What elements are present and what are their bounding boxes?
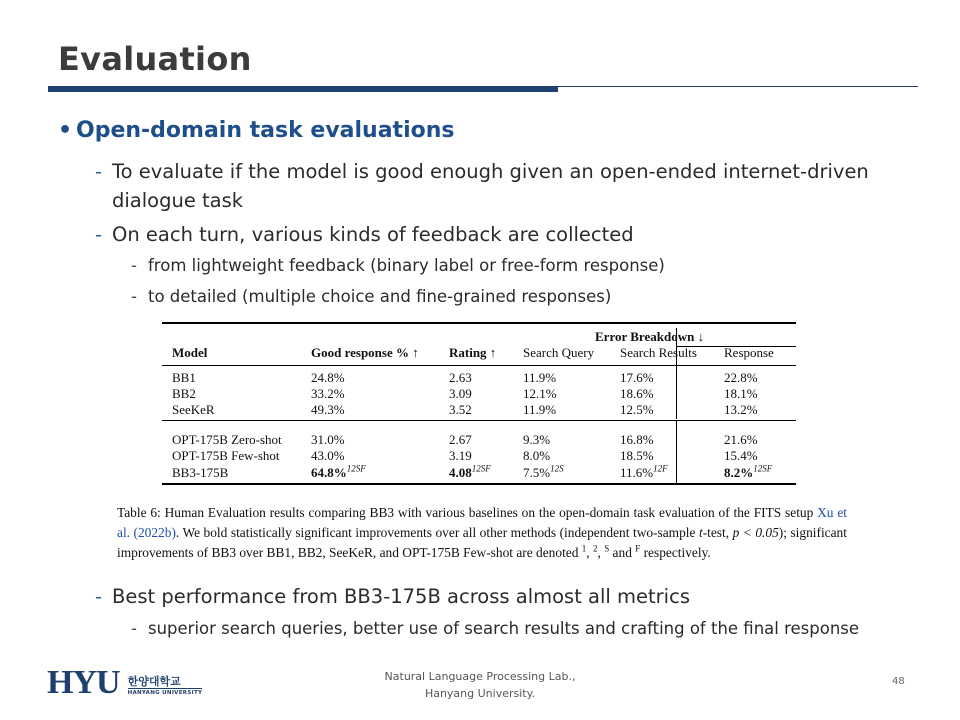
row-seeker-resp: 13.2%: [724, 402, 758, 417]
header-response: Response: [724, 345, 774, 360]
group-rule: [162, 420, 796, 421]
footer-line-2: Hanyang University.: [424, 687, 536, 700]
row-bb3-sr-sup: 12F: [653, 463, 668, 474]
dash: -: [95, 223, 103, 246]
caption-part2: . We bold statistically significant improvements over all other methods (independent two-sample: [175, 525, 699, 540]
row-bb1-good: 24.8%: [311, 370, 345, 385]
row-seeker-sr: 12.5%: [620, 402, 654, 417]
conclusion-text: Best performance from BB3-175B across almost all metrics: [112, 585, 690, 608]
row-bb2-good: 33.2%: [311, 386, 345, 401]
dash: -: [95, 585, 103, 608]
sub-item-text: On each turn, various kinds of feedback are collected: [112, 223, 634, 246]
row-opt-few-good: 43.0%: [311, 448, 345, 463]
header-model: Model: [172, 345, 208, 360]
row-bb3-good-value: 64.8%: [311, 465, 347, 480]
row-bb1-resp: 22.8%: [724, 370, 758, 385]
caption-part3: -test,: [702, 525, 733, 540]
title-rule-thin: [556, 86, 918, 87]
conclusion-item: [95, 582, 895, 611]
caption-part5: respectively.: [640, 545, 711, 560]
sub-item-2: [95, 220, 895, 249]
row-bb3-rating: [449, 465, 491, 481]
caption-p: p < 0.05: [732, 525, 779, 540]
sub-sub-item-text: to detailed (multiple choice and fine-grained responses): [148, 287, 612, 306]
sub-item-1: [95, 157, 895, 215]
row-bb3-rating-value: 4.08: [449, 465, 472, 480]
caption-sep-1: ,: [586, 545, 593, 560]
row-opt-zero-good: 31.0%: [311, 432, 345, 447]
row-seeker-model: SeeKeR: [172, 402, 215, 417]
conclusion-sub-text: superior search queries, better use of search results and crafting of the final response: [148, 619, 860, 638]
caption-sup-2: 2: [592, 543, 598, 554]
main-bullet-text: Open-domain task evaluations: [76, 118, 455, 143]
header-rating: Rating ↑: [449, 345, 497, 360]
main-bullet: [58, 118, 455, 143]
sub-item-text: To evaluate if the model is good enough given an open-ended internet-driven dialogue task: [112, 160, 869, 212]
row-opt-few-rating: 3.19: [449, 448, 472, 463]
dash: -: [131, 256, 137, 275]
page-number: 48: [892, 676, 905, 687]
row-seeker-sq: 11.9%: [523, 402, 557, 417]
row-bb2-model: BB2: [172, 386, 196, 401]
row-opt-zero-rating: 2.67: [449, 432, 472, 447]
sub-sub-item-2: [131, 287, 611, 306]
caption-t: t: [698, 525, 703, 540]
sub-sub-item-text: from lightweight feedback (binary label or free-form response): [148, 256, 665, 275]
row-bb3-good-sup: 12SF: [346, 463, 366, 474]
caption-sep-3: and: [609, 545, 636, 560]
row-seeker-rating: 3.52: [449, 402, 472, 417]
table-top-rule: [162, 322, 796, 324]
row-bb1-sr: 17.6%: [620, 370, 654, 385]
header-rule: [162, 365, 796, 366]
bullet-dot: •: [58, 118, 73, 143]
dash: -: [131, 619, 137, 638]
row-opt-few-sr: 18.5%: [620, 448, 654, 463]
row-bb2-resp: 18.1%: [724, 386, 758, 401]
title-rule-thick: [48, 86, 558, 92]
row-seeker-good: 49.3%: [311, 402, 345, 417]
row-bb3-resp: [724, 465, 772, 481]
row-bb3-resp-value: 8.2%: [724, 465, 754, 480]
row-opt-few-model: OPT-175B Few-shot: [172, 448, 280, 463]
row-bb2-rating: 3.09: [449, 386, 472, 401]
row-bb1-rating: 2.63: [449, 370, 472, 385]
slide-title: Evaluation: [58, 40, 252, 78]
row-bb3-sq-value: 7.5%: [523, 465, 551, 480]
row-bb3-rating-sup: 12SF: [471, 463, 491, 474]
table-bottom-rule: [162, 483, 796, 485]
footer-line-1: Natural Language Processing Lab.,: [384, 670, 576, 683]
row-opt-zero-sq: 9.3%: [523, 432, 551, 447]
caption-sep-2: ,: [597, 545, 605, 560]
caption-part4: ); significant improvements of BB3 over BB1, BB2, SeeKeR, and OPT-175B Few-shot are denoted: [117, 525, 847, 560]
caption-sup-1: 1: [581, 543, 587, 554]
university-logo: [47, 664, 203, 701]
logo-korean: 한양대학교: [127, 675, 181, 688]
row-bb2-sr: 18.6%: [620, 386, 654, 401]
caption-part1: Table 6: Human Evaluation results comparing BB3 with various baselines on the open-domain task evaluation of the FITS setup: [117, 505, 818, 520]
sub-sub-item-1: [131, 256, 665, 275]
row-bb2-sq: 12.1%: [523, 386, 557, 401]
table-vertical-rule: [676, 421, 677, 483]
logo-hyu-text: HYU: [47, 664, 120, 701]
logo-subtext: [128, 675, 203, 698]
row-opt-few-resp: 15.4%: [724, 448, 758, 463]
dash: -: [131, 287, 137, 306]
caption-sup-f: F: [635, 543, 641, 554]
dash: -: [95, 160, 103, 183]
row-opt-zero-sr: 16.8%: [620, 432, 654, 447]
row-bb3-resp-sup: 12SF: [753, 463, 773, 474]
row-bb3-good: [311, 465, 366, 481]
row-opt-zero-model: OPT-175B Zero-shot: [172, 432, 282, 447]
table-vertical-rule: [676, 366, 677, 419]
row-bb1-model: BB1: [172, 370, 196, 385]
header-good-response: Good response % ↑: [311, 345, 419, 360]
row-bb3-sq-sup: 12S: [550, 463, 564, 474]
logo-english: HANYANG UNIVERSITY: [127, 690, 203, 696]
header-search-results: Search Results: [620, 345, 697, 360]
conclusion-sub-item: [131, 619, 859, 638]
header-search-query: Search Query: [523, 345, 595, 360]
caption-sup-s: S: [604, 543, 610, 554]
row-bb3-sr-value: 11.6%: [620, 465, 654, 480]
row-bb3-sq: [523, 465, 564, 481]
table-caption: [117, 503, 847, 563]
row-bb3-sr: [620, 465, 668, 481]
row-opt-zero-resp: 21.6%: [724, 432, 758, 447]
citation-link[interactable]: Xu et al. (2022b): [117, 505, 847, 540]
footer-lab: [330, 668, 630, 702]
row-bb3-model: BB3-175B: [172, 465, 229, 480]
row-bb1-sq: 11.9%: [523, 370, 557, 385]
error-breakdown-header: Error Breakdown ↓: [595, 329, 705, 344]
row-opt-few-sq: 8.0%: [523, 448, 551, 463]
